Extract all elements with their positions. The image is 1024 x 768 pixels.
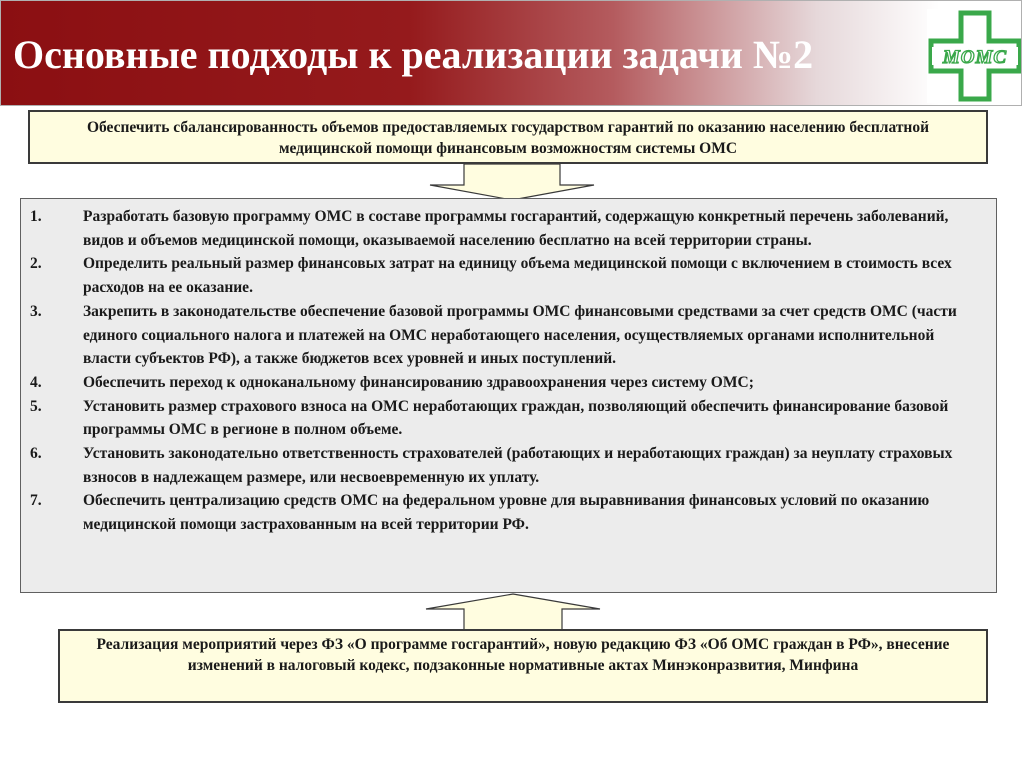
measures-panel bbox=[20, 198, 997, 593]
measure-text: Обеспечить централизацию средств ОМС на федеральном уровне для выравнивания финансовых условий по оказанию медицинской помощи застрахованным на всей территории РФ. bbox=[83, 492, 930, 534]
logo-text: МОМС bbox=[942, 47, 1008, 68]
measure-number: 4. bbox=[30, 373, 42, 391]
goal-box bbox=[28, 110, 988, 164]
measure-item bbox=[21, 442, 986, 489]
measure-number: 5. bbox=[30, 397, 42, 415]
header-banner bbox=[0, 0, 1022, 106]
measure-number: 3. bbox=[30, 302, 42, 320]
measure-item bbox=[21, 205, 986, 252]
measure-text: Установить законодательно ответственность страхователей (работающих и неработающих граждан) за неуплату страховых взносов в надлежащем размере, или несвоевременную их уплату. bbox=[83, 445, 953, 486]
measure-number: 1. bbox=[30, 208, 42, 225]
measure-number: 2. bbox=[30, 255, 42, 273]
measure-item bbox=[21, 395, 986, 442]
goal-text: Обеспечить сбалансированность объемов предоставляемых государством гарантий по оказанию населению бесплатной медицинской помощи финансовым возможностям системы ОМС bbox=[86, 119, 930, 157]
measure-text: Закрепить в законодательстве обеспечение базовой программы ОМС финансовыми средствами за счет средств ОМС (части единого социального налога и платежей на ОМС неработающего населения, осуществляемых органами исполнительной власти субъектов РФ), а также бюджетов всех уровней и иных поступлений. bbox=[83, 302, 957, 368]
measure-item bbox=[21, 300, 986, 371]
measure-text: Разработать базовую программу ОМС в составе программы госгарантий, содержащую конкретный перечень заболеваний, видов и объемов медицинской помощи, оказываемой населению бесплатно на всей территории страны. bbox=[83, 208, 949, 249]
page-title: Основные подходы к реализации задачи №2 bbox=[13, 32, 814, 77]
measures-list bbox=[21, 199, 996, 537]
implementation-box bbox=[58, 629, 988, 703]
arrow-up-icon bbox=[424, 593, 602, 631]
measure-text: Определить реальный размер финансовых затрат на единицу объема медицинской помощи с включением в стоимость всех расходов на ее оказание. bbox=[83, 255, 952, 297]
measure-number: 6. bbox=[30, 445, 42, 463]
measure-text: Установить размер страхового взноса на ОМС неработающих граждан, позволяющий обеспечить финансирование базовой программы ОМС в регионе в полном объеме. bbox=[83, 397, 949, 439]
measure-item bbox=[21, 252, 986, 299]
implementation-text: Реализация мероприятий через ФЗ «О программе госгарантий», новую редакцию ФЗ «Об ОМС граждан в РФ», внесение изменений в налоговый кодекс, подзаконные нормативные актах Минэконразвития, Минфина bbox=[96, 636, 950, 674]
measure-text: Обеспечить переход к одноканальному финансированию здравоохранения через систему ОМС; bbox=[83, 373, 754, 391]
measure-item bbox=[21, 371, 986, 395]
measure-number: 7. bbox=[30, 492, 42, 510]
moms-logo bbox=[927, 9, 1022, 103]
measure-item bbox=[21, 489, 986, 536]
arrow-down-icon bbox=[428, 163, 596, 201]
